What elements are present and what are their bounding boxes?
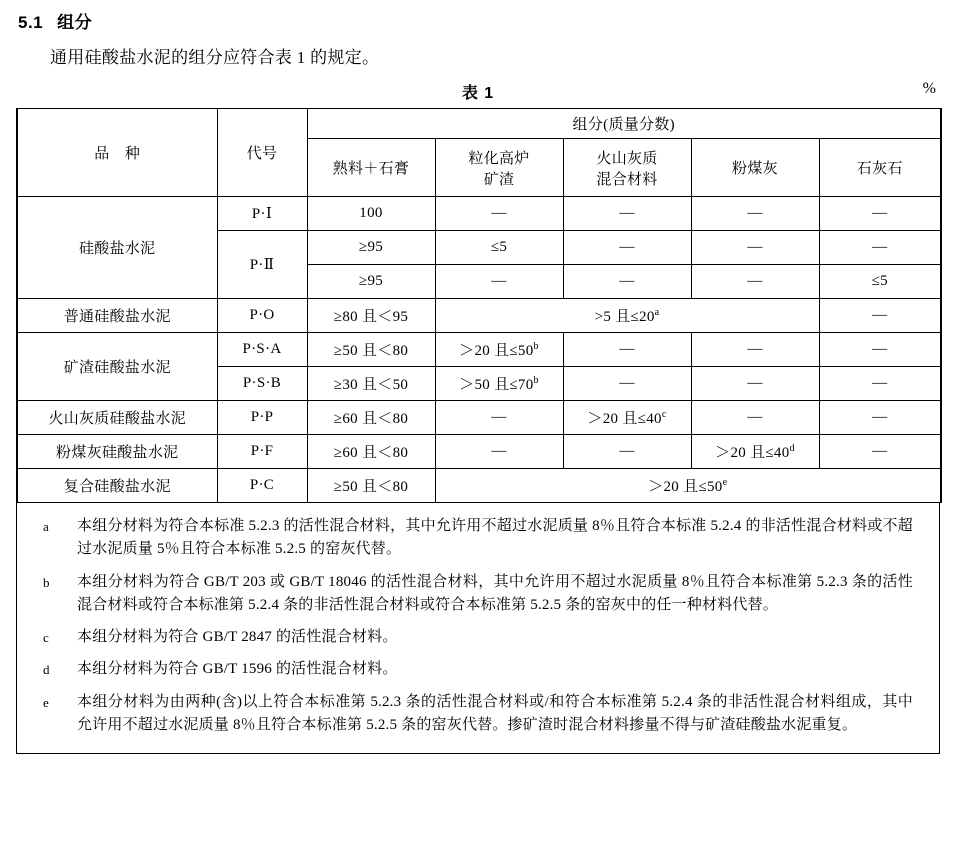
table-notes (16, 503, 940, 754)
header-code: 代号 (217, 109, 307, 197)
cell-clinker: ≥30 且＜50 (307, 367, 435, 401)
note-mark: e (43, 694, 49, 710)
cell-flyash: — (691, 401, 819, 435)
cell-pozzolana: — (563, 231, 691, 265)
cell-clinker: ≥95 (307, 265, 435, 299)
cell-clinker: ≥50 且＜80 (307, 469, 435, 503)
cell-code: P·C (217, 469, 307, 503)
cell-code: P·F (217, 435, 307, 469)
cell-clinker: ≥60 且＜80 (307, 435, 435, 469)
cell-slag: ≤5 (435, 231, 563, 265)
cell-code: P·O (217, 299, 307, 333)
cell-limestone: ≤5 (819, 265, 941, 299)
cell-code: P·Ⅰ (217, 197, 307, 231)
cell-code: P·S·A (217, 333, 307, 367)
note-text: 本组分材料为由两种(含)以上符合本标准第 5.2.3 条的活性混合材料或/和符合本标准第 5.2.4 条的非活性混合材料组成，其中允许用不超过水泥质量 8％且符合本标准第 5.2.5 条的窑灰代替。掺矿渣时混合材料掺量不得与矿渣硅酸盐水泥重复。 (77, 693, 913, 733)
note-text: 本组分材料为符合本标准 5.2.3 的活性混合材料，其中允许用不超过水泥质量 8％且符合本标准 5.2.4 的非活性混合材料或不超过水泥质量 5％且符合本标准 5.2.5 的窑灰代替。 (77, 518, 913, 558)
cell-slag: ＞20 且$\le 50^b$ (435, 333, 563, 367)
cell-clinker: ≥80 且＜95 (307, 299, 435, 333)
cell-pozzolana: — (563, 197, 691, 231)
section-title: 组分 (57, 13, 93, 32)
cell-limestone: — (819, 367, 941, 401)
table-row (17, 401, 941, 435)
note-text: 本组分材料为符合 GB/T 1596 的活性混合材料。 (77, 661, 398, 678)
note-mark: a (43, 519, 49, 534)
cell-clinker: 100 (307, 197, 435, 231)
cell-flyash: — (691, 231, 819, 265)
cell-flyash: — (691, 265, 819, 299)
cell-flyash: — (691, 333, 819, 367)
header-col-slag: 粒化高炉 矿渣 (435, 139, 563, 197)
section-paragraph: 通用硅酸盐水泥的组分应符合表 1 的规定。 (50, 48, 380, 67)
table-row (17, 333, 941, 367)
cell-code: P·Ⅱ (217, 231, 307, 299)
cell-slag: — (435, 197, 563, 231)
cell-pozzolana: ＞20 且$\le 40^c$ (563, 401, 691, 435)
note-mark: c (43, 630, 49, 645)
cell-code: P·S·B (217, 367, 307, 401)
note-mark: d (43, 662, 50, 678)
cell-variety-flyash-cement: 粉煤灰硅酸盐水泥 (17, 435, 217, 469)
cell-variety-pozzolana-cement: 火山灰质硅酸盐水泥 (17, 401, 217, 435)
note-item (43, 626, 913, 649)
table-row (17, 469, 941, 503)
cell-variety-slag-cement: 矿渣硅酸盐水泥 (17, 333, 217, 401)
cell-variety-composite-cement: 复合硅酸盐水泥 (17, 469, 217, 503)
cell-mixed-span: >5 且$\le 20^a$ (435, 299, 819, 333)
cell-limestone: — (819, 231, 941, 265)
note-item (43, 515, 913, 562)
table-row (17, 197, 941, 231)
cell-pozzolana: — (563, 333, 691, 367)
section-heading (18, 8, 940, 33)
header-col-clinker-gypsum: 熟料＋石膏 (307, 139, 435, 197)
note-item (43, 691, 913, 738)
table-caption: 表 1 (461, 85, 495, 102)
table-wrapper (16, 108, 940, 754)
cell-pozzolana: — (563, 435, 691, 469)
cell-flyash: — (691, 197, 819, 231)
cell-mixed-span: ＞20 且$\le 50^e$ (435, 469, 941, 503)
composition-table (16, 108, 942, 503)
table-caption-row (16, 80, 940, 104)
cell-clinker: ≥50 且＜80 (307, 333, 435, 367)
cell-limestone: — (819, 401, 941, 435)
cell-pozzolana: — (563, 265, 691, 299)
note-text: 本组分材料为符合 GB/T 2847 的活性混合材料。 (77, 629, 398, 645)
cell-limestone: — (819, 435, 941, 469)
cell-limestone: — (819, 299, 941, 333)
table-header-row-1 (17, 109, 941, 139)
header-composition-group: 组分(质量分数) (307, 109, 941, 139)
cell-pozzolana: — (563, 367, 691, 401)
note-mark: b (43, 574, 50, 590)
cell-flyash: ＞20 且$\le 40^d$ (691, 435, 819, 469)
cell-slag: — (435, 265, 563, 299)
cell-variety-ordinary: 普通硅酸盐水泥 (17, 299, 217, 333)
table-row (17, 435, 941, 469)
header-col-limestone: 石灰石 (819, 139, 941, 197)
table-row (17, 299, 941, 333)
note-item (43, 658, 913, 681)
cell-variety-portland: 硅酸盐水泥 (17, 197, 217, 299)
cell-slag: ＞50 且$\le 70^b$ (435, 367, 563, 401)
header-col-pozzolana: 火山灰质 混合材料 (563, 139, 691, 197)
cell-slag: — (435, 435, 563, 469)
header-variety: 品 种 (17, 109, 217, 197)
cell-clinker: ≥95 (307, 231, 435, 265)
header-col-flyash: 粉煤灰 (691, 139, 819, 197)
cell-flyash: — (691, 367, 819, 401)
cell-limestone: — (819, 197, 941, 231)
section-number: 5.1 (18, 13, 44, 32)
document-page (0, 8, 956, 866)
note-item (43, 571, 913, 618)
table-unit-label: % (922, 80, 936, 97)
note-text: 本组分材料为符合 GB/T 203 或 GB/T 18046 的活性混合材料，其中允许用不超过水泥质量 8％且符合本标准第 5.2.3 条的活性混合材料或符合本标准第 5.2.4 条的非活性混合材料或符合本标准第 5.2.5 条的窑灰中的任一种材料代替。 (77, 573, 913, 613)
cell-clinker: ≥60 且＜80 (307, 401, 435, 435)
cell-slag: — (435, 401, 563, 435)
cell-limestone: — (819, 333, 941, 367)
cell-code: P·P (217, 401, 307, 435)
